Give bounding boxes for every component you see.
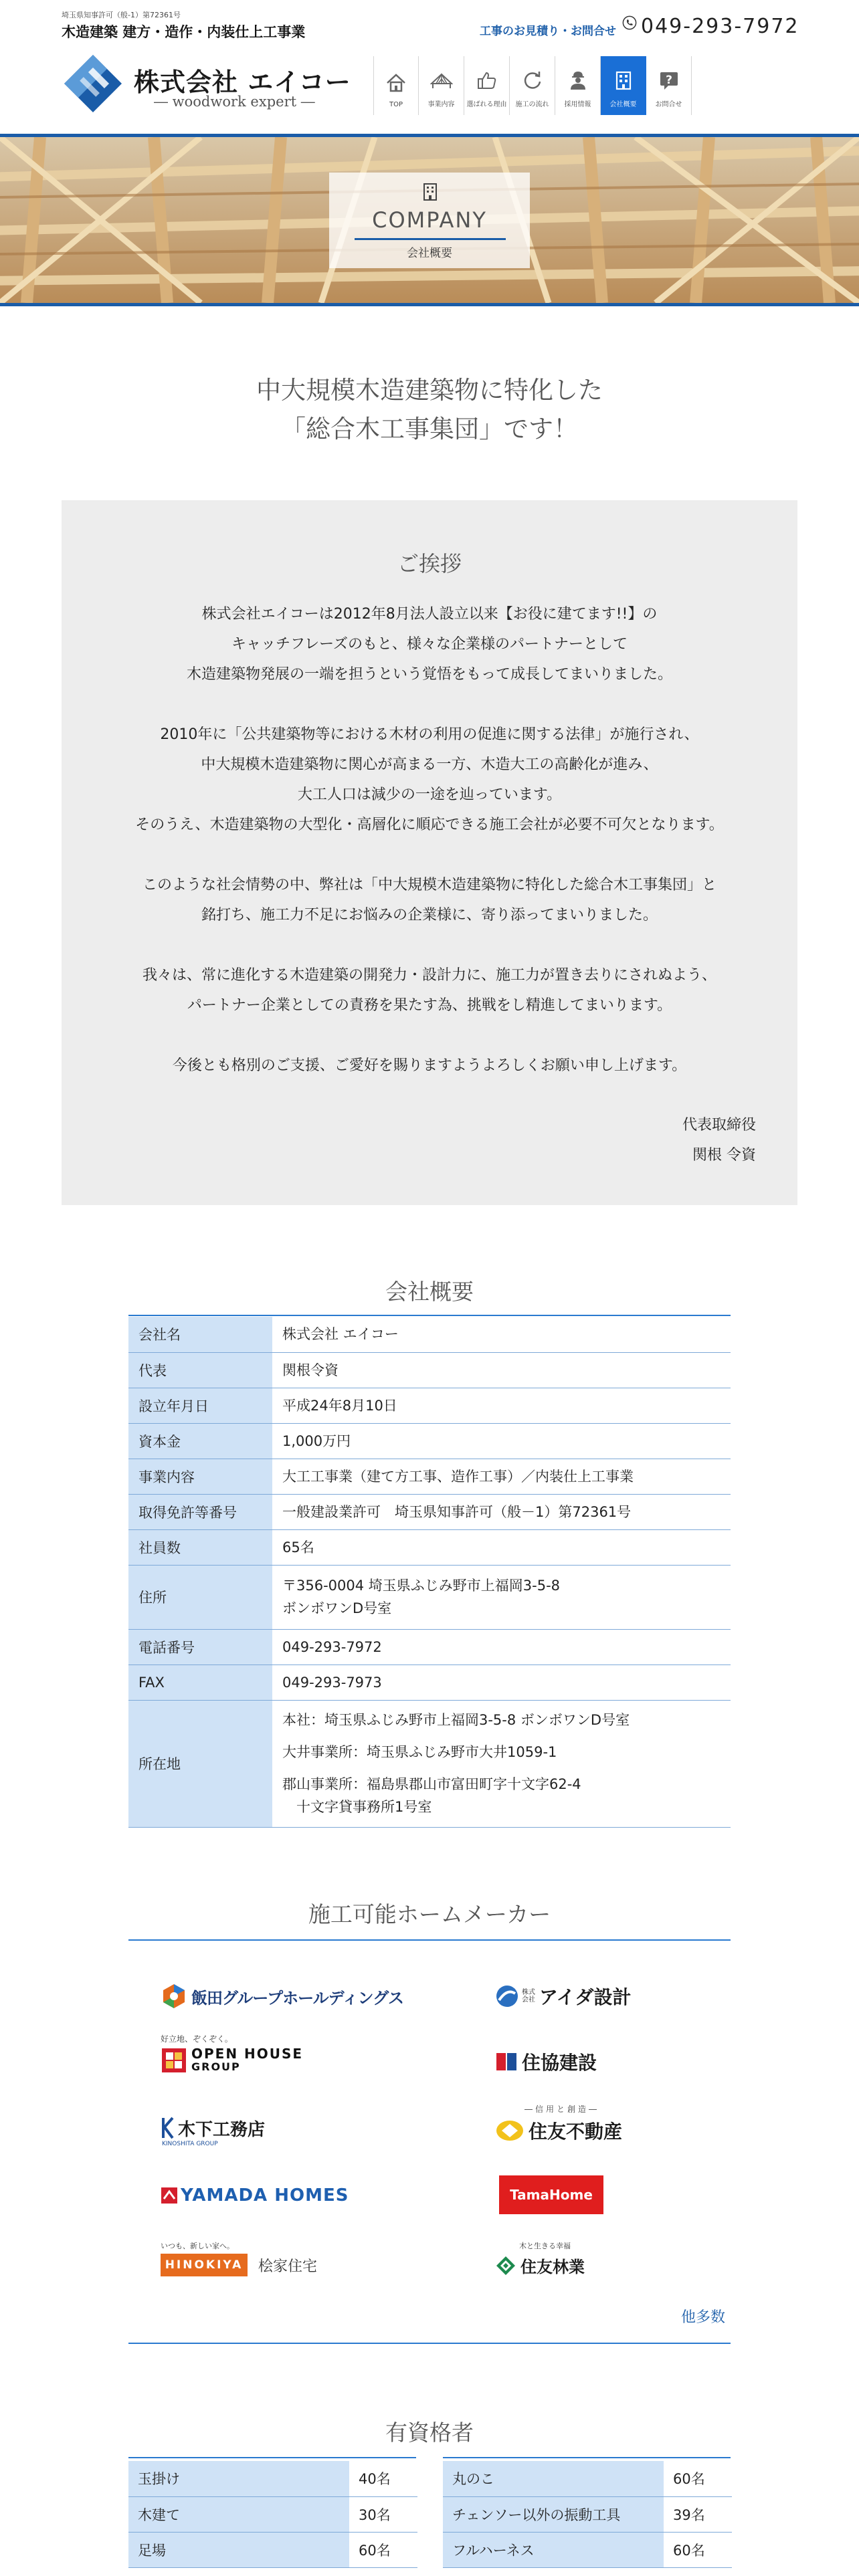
maker-sub: KINOSHITA GROUP [162, 2140, 218, 2147]
lead-line: 中大規模木造建築物に特化した [256, 376, 603, 405]
table-value: 関根令資 [272, 1352, 731, 1388]
qualification-name: 木建て [128, 2496, 349, 2532]
qualification-count: 30名 [349, 2496, 417, 2532]
makers-section-title: 施工可能ホームメーカー [308, 1901, 551, 1927]
address-line: 〒356-0004 埼玉県ふじみ野市上福岡3-5-8 [282, 1578, 561, 1594]
sumitomo-ringyo-logo-icon [495, 2255, 516, 2276]
maker-name: アイダ設計 [539, 1986, 632, 2008]
table-row [443, 2461, 732, 2496]
table-key: 取得免許等番号 [128, 1494, 272, 1529]
nav-label: 採用情報 [564, 101, 591, 108]
contact-label: 工事のお見積り・お問合せ [480, 25, 616, 38]
greeting-line: パートナー企業としての責務を果たす為、挑戦をし精進してまいります。 [187, 997, 672, 1014]
maker-logo-hinokiya [161, 2240, 317, 2288]
openhouse-logo-icon [161, 2047, 187, 2074]
company-table [128, 1317, 731, 1828]
qualification-count: 60名 [349, 2532, 417, 2567]
maker-name: HINOKIYA [165, 2258, 244, 2272]
table-key: 会社名 [128, 1317, 272, 1352]
table-key: FAX [128, 1665, 272, 1700]
greeting-paragraph [62, 870, 797, 930]
nav-label: 事業内容 [427, 101, 455, 108]
main-nav [373, 56, 692, 115]
svg-text:?: ? [665, 74, 672, 87]
nav-item-reasons[interactable] [464, 56, 510, 115]
table-value: 株式会社 エイコー [272, 1317, 731, 1352]
signature-title: 代表取締役 [682, 1117, 756, 1134]
table-row [128, 1629, 731, 1665]
hero-title: COMPANY [372, 207, 487, 233]
table-key: 住所 [128, 1565, 272, 1629]
kinoshita-logo-icon [161, 2117, 175, 2139]
table-key: 社員数 [128, 1529, 272, 1565]
greeting-paragraph [62, 960, 797, 1021]
greeting-signature [682, 1110, 756, 1170]
greeting-line: 木造建築物発展の一端を担うという覚悟をもって成長してまいりました。 [186, 666, 672, 683]
home-icon [385, 72, 407, 94]
question-icon [658, 69, 680, 92]
maker-name: 飯田グループホールディングス [191, 1988, 403, 2008]
maker-name: 住友不動産 [529, 2121, 623, 2143]
greeting-line: 銘打ち、施工力不足にお悩みの企業様に、寄り添ってまいりました。 [201, 907, 658, 924]
qualification-count: 39名 [664, 2496, 732, 2532]
location-line: 郡山事業所：福島県郡山市富田町字十文字62-4 [282, 1776, 581, 1792]
table-row [128, 1459, 731, 1494]
location-line: 本社：埼玉県ふじみ野市上福岡3-5-8 ボンボワンD号室 [282, 1712, 630, 1728]
maker-name: 木下工務店 [178, 2119, 266, 2140]
building-icon [420, 182, 440, 202]
table-row [443, 2496, 732, 2532]
qualification-name: 足場 [128, 2532, 349, 2567]
nav-item-flow[interactable] [510, 56, 555, 115]
iida-logo-icon [161, 1983, 187, 2010]
greeting-line: このような社会情勢の中、弊社は「中大規模木造建築物に特化した総合木工事集団」と [142, 877, 717, 893]
section-divider [128, 2457, 416, 2458]
greeting-paragraph [62, 720, 797, 840]
greeting-line: 株式会社エイコーは2012年8月法人設立以来【お役に建てます!!】の [201, 606, 658, 623]
maker-logo-jukyo [495, 2042, 597, 2082]
qualifications-table-left [128, 2461, 417, 2568]
maker-logo-aida [495, 1976, 631, 2016]
table-key: 事業内容 [128, 1459, 272, 1494]
table-key: 代表 [128, 1352, 272, 1388]
table-row [128, 1352, 731, 1388]
greeting-line: 大工人口は減少の一途を辿っています。 [297, 786, 562, 803]
table-value: 65名 [272, 1529, 731, 1565]
nav-item-company[interactable] [601, 56, 646, 115]
table-row [128, 1529, 731, 1565]
greeting-line: 2010年に「公共建築物等における木材の利用の促進に関する法律」が施行され、 [160, 726, 699, 743]
table-row [128, 2496, 417, 2532]
table-row [128, 1665, 731, 1700]
nav-label: 選ばれる理由 [466, 101, 507, 108]
greeting-line: 中大規模木造建築物に関心が高まる一方、木造大工の高齢化が進み、 [201, 756, 658, 773]
table-key: 資本金 [128, 1423, 272, 1459]
table-row [128, 1423, 731, 1459]
tamahome-logo-icon [499, 2175, 603, 2214]
maker-logo-kinoshita [161, 2108, 265, 2155]
greeting-section [62, 500, 797, 1205]
maker-logo-sumitomo-fudosan [495, 2103, 622, 2160]
logo-subtitle: ― woodwork expert ― [154, 94, 315, 110]
building-icon [612, 69, 635, 92]
table-row [128, 1317, 731, 1352]
sumitomo-fudosan-logo-icon [495, 2119, 524, 2143]
greeting-line: そのうえ、木造建築物の大型化・高層化に順応できる施工会社が必要不可欠となります。 [135, 817, 724, 833]
maker-tag: ―信用と創造― [524, 2105, 600, 2114]
table-row [128, 1494, 731, 1529]
yamada-logo-icon [161, 2187, 178, 2204]
table-row [128, 2532, 417, 2567]
more-makers-link[interactable]: 他多数 [681, 2309, 726, 2326]
table-row [443, 2532, 732, 2567]
maker-name: YAMADA HOMES [181, 2185, 349, 2206]
greeting-line: キャッチフレーズのもと、様々な企業様のパートナーとして [231, 636, 628, 653]
table-value [272, 1700, 731, 1827]
phone-number[interactable]: 049-293-7972 [641, 15, 799, 38]
table-value: 一般建設業許可 埼玉県知事許可（般－1）第72361号 [272, 1494, 731, 1529]
table-key: 設立年月日 [128, 1388, 272, 1423]
hero-subtitle: 会社概要 [407, 247, 452, 260]
qualification-count: 60名 [664, 2461, 732, 2496]
maker-name: OPEN HOUSE [191, 2046, 304, 2062]
qualification-name: チェンソー以外の振動工具 [443, 2496, 664, 2532]
jukyo-logo-icon [495, 2050, 518, 2073]
nav-item-top[interactable] [373, 56, 419, 115]
qualification-name: 丸のこ [443, 2461, 664, 2496]
table-value: 1,000万円 [272, 1423, 731, 1459]
table-row [128, 2461, 417, 2496]
maker-name: 住友林業 [520, 2258, 585, 2276]
table-key: 電話番号 [128, 1629, 272, 1665]
table-value[interactable]: 049-293-7972 [272, 1629, 731, 1665]
address-line: ボンボワンD号室 [282, 1600, 392, 1616]
maker-extra: 桧家住宅 [258, 2258, 318, 2275]
greeting-line: 今後とも格別のご支援、ご愛好を賜りますようよろしくお願い申し上げます。 [172, 1057, 687, 1074]
maker-logo-openhouse [161, 2033, 303, 2086]
roof-truss-icon [430, 69, 453, 92]
greeting-paragraph [62, 599, 797, 689]
greeting-body [62, 599, 797, 1111]
hero-divider [0, 303, 859, 306]
phone-icon [622, 15, 637, 30]
nav-item-contact[interactable] [646, 56, 692, 115]
lead-line: 「総合木工事集団」です！ [281, 415, 578, 443]
maker-tag: いつも、新しい家へ。 [161, 2242, 234, 2250]
table-value: 大工工事業（建て方工事、造作工事）／内装仕上工事業 [272, 1459, 731, 1494]
table-value: 049-293-7973 [272, 1665, 731, 1700]
nav-label: 施工の流れ [515, 101, 549, 108]
lead-copy [0, 371, 859, 449]
tagline: 木造建築 建方・造作・内装仕上工事業 [62, 24, 306, 40]
qualifications-section-title: 有資格者 [385, 2420, 474, 2446]
maker-tag: 好立地、ぞくぞく。 [161, 2034, 233, 2044]
hero-underline [355, 238, 506, 240]
worker-icon [567, 69, 589, 92]
maker-logo-sumitomo-ringyo [495, 2240, 585, 2288]
greeting-paragraph [62, 1051, 797, 1081]
table-key: 所在地 [128, 1700, 272, 1827]
site-header [0, 0, 859, 136]
location-line: 十文字貸事務所1号室 [282, 1799, 432, 1815]
refresh-icon [521, 69, 544, 92]
table-row [128, 1388, 731, 1423]
qualification-name: 玉掛け [128, 2461, 349, 2496]
qualification-name: フルハーネス [443, 2532, 664, 2567]
hinokiya-logo-icon [161, 2254, 248, 2276]
qualifications-table-right [443, 2461, 732, 2568]
maker-name: 住協建設 [522, 2052, 597, 2074]
nav-label: 会社概要 [609, 101, 637, 108]
nav-item-business[interactable] [419, 56, 464, 115]
greeting-title: ご挨拶 [397, 551, 462, 576]
qualification-count: 60名 [664, 2532, 732, 2567]
table-value: 平成24年8月10日 [272, 1388, 731, 1423]
nav-label: お問合せ [655, 101, 682, 108]
location-line: 大井事業所：埼玉県ふじみ野市大井1059-1 [282, 1744, 557, 1760]
section-divider [128, 2343, 731, 2344]
nav-item-recruit[interactable] [555, 56, 601, 115]
maker-logo-tamahome [499, 2175, 603, 2215]
greeting-line: 我々は、常に進化する木造建築の開発力・設計力に、施工力が置き去りにされぬよう、 [142, 967, 717, 984]
table-value [272, 1565, 731, 1629]
thumbs-up-icon [476, 69, 498, 92]
maker-prefix: 株式会社 [522, 1989, 535, 2004]
logo-company-name[interactable]: 株式会社 エイコー [134, 68, 351, 97]
qualification-count: 40名 [349, 2461, 417, 2496]
section-divider [128, 1315, 731, 1316]
company-logo-icon[interactable] [62, 52, 124, 115]
aida-logo-icon [495, 1984, 519, 2008]
section-divider [128, 1939, 731, 1941]
maker-name: TamaHome [510, 2187, 593, 2203]
table-row [128, 1565, 731, 1629]
signature-name: 関根 令資 [692, 1147, 756, 1164]
company-section-title: 会社概要 [385, 1279, 474, 1305]
maker-logo-yamada [161, 2175, 349, 2216]
maker-logo-iida [161, 1976, 403, 2016]
maker-tag: 木と生きる幸福 [519, 2242, 571, 2250]
maker-sub: GROUP [191, 2060, 241, 2073]
permit-number: 埼玉県知事許可（般-1）第72361号 [62, 11, 181, 19]
nav-label: TOP [389, 101, 403, 108]
section-divider [443, 2457, 731, 2458]
table-row [128, 1700, 731, 1827]
